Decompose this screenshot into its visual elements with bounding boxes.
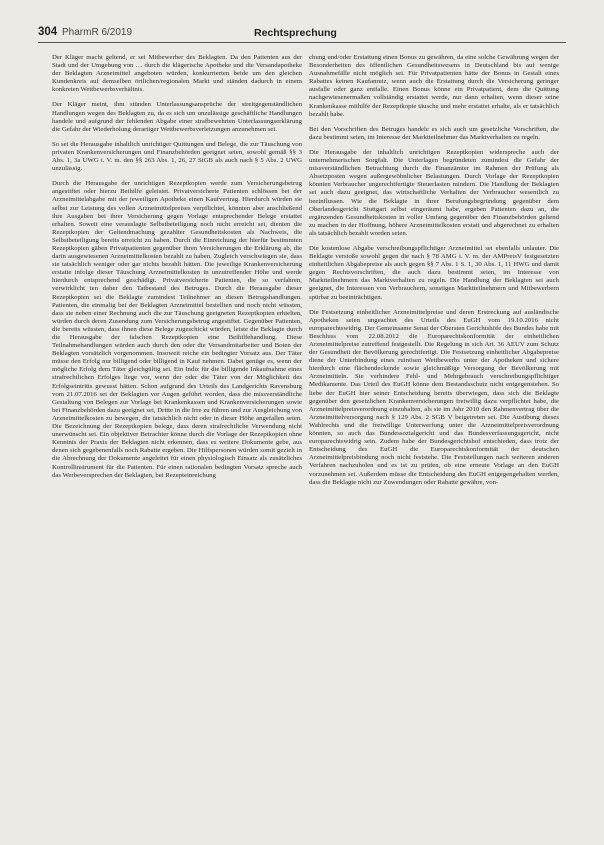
paragraph: chung und/oder Erstattung einen Bonus zu gewähren, da eine solche Gewährung wegen der Besonderheiten des öffentlichen Gesundheitswesens in Deutschland bis auf wenige Ausnahmefälle nicht möglich sei. Für Privatpatienten hätte der Bonus in Gestalt eines Rabattes keinen Kaufanreiz, wenn auch die Erstattung durch die Versicherung geringer ausfalle oder ganz entfalle. Einen Bonus könne ein Privatpatient, dem die Quittung nachgewiesenermaßen vollständig erstattet werde, nur dann erhalten, wenn dieser seine Krankenkasse mithilfe der Rezeptkopie täusche und mehr erstattet erhalte, als er tatsächlich bezahlt habe.: [309, 54, 559, 118]
page-number: 304: [38, 26, 58, 38]
header-rule: [38, 42, 566, 43]
paragraph: Die Herausgabe der inhaltlich unrichtigen Rezeptkopien widerspreche auch der unternehmerischen Sorgfalt. Die Unterlagen begründeten zumindest die Gefahr der missverständlichen Betrachtung durch die Finanzämter im Rahmen der Prüfung als Absetzposten wegen außergewöhnlicher Belastungen. Durch Vorlage der Rezeptkopien könnten Verbraucher ungerechtfertigte Steuerlasten mindern. Die Handlung der Beklagten sei auch dazu geeignet, das wirtschaftliche Verhalten der Verbraucher wesentlich zu beeinflussen. Wie die Beklagte in ihrer Berufungsbegründung gegenüber dem Oberlandesgericht Stuttgart selbst eingeräumt habe, ergeben Patienten dazu an, die ergänzenden Gesundheitskosten in voller Umfang gegenüber den Finanzbehörden geltend zu machen in der Hoffnung, höhere Arzneimittelkosten erstatt und abgerechnet zu erhalten als tatsächlich bezahlt worden seien.: [309, 148, 559, 237]
left-column: [52, 54, 302, 822]
paragraph: Der Kläger macht geltend, er sei Mitbewerber des Beklagten. Da den Patienten aus der Stadt und der Umgebung von … durch die klägerische Apotheke und die Versandapotheke der Beklagten Arzneimittel angeboten würden, konkurrierten beide um den gleichen Kundenkreis auf demselben örtlichen/regionalen Markt und ständen dadurch in einem konkreten Wettbewerbsverhältnis.: [52, 54, 302, 94]
section-title: Rechtsprechung: [254, 27, 337, 39]
paragraph: Durch die Herausgabe der unrichtigen Rezeptkopien werde zum Versicherungsbetrug angestiftet oder hierzu Beihilfe geleistet. Privatversicherte Patienten schlössen bei der Arzneimittelabgabe mit der jeweiligen Apotheke einen Kaufvertrag. Hierdurch würden sie selbst zur Leistung des vollen Arzneimittelpreises verpflichtet, könnten aber anschließend ihre Ausgaben bei ihrer Versicherung gegen Vorlage entsprechender Belege erstattet erhalten. Soweit eine verauslagte Selbstbeteiligung noch nicht erreicht sei, dienten die Rezeptkopien der Geltendmachung gezahlter Gesundheitskosten als Nachweis, die Selbstbeteiligung bereits erreicht zu haben. Durch die Einreichung der hierfür bestimmten Rezeptkopien gäben Privatpatienten gegenüber ihren Versicherungen die Erklärung ab, die darin ausgewiesenen Arzneimittelkosten bezahlt zu haben. Zugleich verschwiegen sie, dass sie tatsächlich weniger oder gar nichts bezahlt hätten. Die jeweilige Krankenversicherung erstatte infolge dieser Täuschung Arzneimittelkosten in unzutreffender Höhe und werde hierdurch entsprechend geschädigt. Privatversicherte Patienten, die so verfahren, verwirklicht ten daher den Tatbestand des Betruges. Durch die Herausgabe dieser Rezeptkopien sei die Beklagte zumindest Teilnehmer an diesen Betrugshandlungen. Patienten, die einmalig bei der Beklagten Arzneimittel bestellten und noch nicht wüssten, dass sie neben einer Rechnung auch die zur Täuschung geeigneten Rezeptkopien erhielten, würden durch deren Zusendung zum Versicherungsbetrug angestiftet. Gegenüber Patienten, die bereits wüssten, dass ihnen diese Belege zugeschickt würden, leiste die Beklagte durch die Herausgabe der falschen Rezeptkopien eine Beihilfehandlung. Diese Teilnahmehandlungen würden auch durch den oder die Versandmitarbeiter und Boten der Beklagten vorsätzlich vorgenommen. Insoweit reiche ein bedingter Vorsatz aus. Der Täter müsse den Erfolg nur billigend oder billigend in Kauf nehmen. Dabei genüge es, wenn der mögliche Erfolg dem Täter gleichgültig sei. Ein Indiz für die billigende Inkaufnahme eines strafrechtlichen Erfolges liege vor, wenn der oder die Täter von der Möglichkeit des Erfolgseintritts gewusst hätten. Schon aufgrund des Urteils des Landgerichts Ravensburg vom 21.07.2016 sei der Beklagten vor Augen geführt worden, dass die missverständliche Gestaltung von Belegen zur Vorlage bei Krankenkassen und Krankenversicherungen sowie bei Finanzbehörden dazu geeignet sei, Dritte in die Irre zu führen und zur Ausgleichung von Arzneimittelkosten zu bewegen, die tatsächlich nicht oder in dieser Höhe angefallen seien. Die Bezeichnung der Rezeptkopien belege, dass deren strafrechtliche Verwendung nicht unerwünscht sei. Ein objektiver Betrachter könne durch die Vorlage der Rezeptkopien ohne Kenntnis der Praxis der Beklagten nicht erkennen, dass es weitere Dokumente gebe, aus denen sich gegebenenfalls noch Rabatte ergeben. Die Hilfspersonen würden somit gezielt in die Abrechnung der Dokumente angeleitet für einen physiologisch Einsatz als zusätzliches Kontrollinstrument für die Patienten. Für einen rationalen bedingten Vorsatz spreche auch das Werbeversprechen der Beklagten, bei Rezepteinreichung: [52, 180, 302, 479]
paragraph: Bei den Vorschriften des Betruges handele es sich auch um gesetzliche Vorschriften, die dazu bestimmt seien, im Interesse der Marktteilnehmer das Marktverhalten zu regeln.: [309, 125, 559, 141]
journal-name: PharmR 6/2019: [62, 27, 133, 38]
paragraph: Der Kläger meint, ihm stünden Unterlassungsansprüche der streitgegenständlichen Handlungen wegen des Beklagten zu, da es sich um unzulässige geschäftliche Handlungen handele und aufgrund der fehlenden Abgabe einer strafbewehrten Unterlassungserklärung die Gefahr der Wiederholung derartiger Wettbewerbsverletzungen anzunehmen sei.: [52, 101, 302, 133]
paragraph: Die Festsetzung einheitlicher Arzneimittelpreise und deren Erstreckung auf ausländische Apotheken seien ungeachtet des Urteils des EuGH vom 19.10.2016 nicht europarechtswidrig. Der Gemeinsame Senat der Obersten Gerichtshöfe des Bundes habe mit Beschluss vom 22.08.2012 die Europarechtskonformität der einheitlichen Arzneimittelpreise zutreffend festgestellt. Die Regelung in sich Art. 36 AEUV zum Schutz der Gesundheit der Bevölkerung gerechtfertigt. Die Festsetzung einheitlicher Abgabepreise diene der Unterbindung eines ruinösen Wettbewerbs unter der Apotheken und sichere hierdurch eine flächendeckende sowie gleichmäßige Versorgung der Bevölkerung mit Arzneimitteln. Sie verhindere Fehl- und Mehrgebrauch verschreibungspflichtiger Medikamente. Das Urteil des EuGH könne dem Bestandsschutz nicht entgegenstehen. So liebe der EuGH hier seiner Entscheidung bereits überwiegen, dass sich die Beklagte gegenüber den gesetzlichen Krankenversicherungen freiwillig dazu verpflichtet habe, die Arzneimittelpreisverordnung einzuhalten, als sie im Jahr 2010 den Rahmenvertrag über die Arzneimittelversorgung nach § 129 Abs. 2 SGB V beigetreten sei. Die Ausübung dieses Wahlrechts und die freiwillige Unterwerfung unter die Arzneimittelpreisverordnung könnten, so auch das Bundessozialgericht und das Bundesverfassungsgericht, nicht europarechtswidrig sein. Zudem habe der Bundesgerichtshof entschieden, dass trotz der Entscheidung des EuGH die Europarechtskonformität der deutschen Arzneimittelpreisbindung noch nicht feststehe. Die Feststellungen nach weiteren anderen Verfahren nachzuholen und es ist zu prüfen, ob eine erneute Vorlage an den EuGH vorzunehmen sei. Außerdem müsse die Entscheidung des EuGH entgegengehalten werden, dass die Beklagte nicht zur Zuwendungen oder Rabatte gewähre, von-: [309, 308, 559, 486]
right-column: [309, 54, 559, 822]
paragraph: So sei die Herausgabe inhaltlich unrichtiger Quittungen und Belege, die zur Täuschung von privaten Krankenversicherungen und Finanzbehörden geeignet seien, sowohl gemäß §§ 3 Abs. 1, 3a UWG i. V. m. den §§ 263 Abs. 1, 26, 27 StGB als auch nach § 5 Abs. 2 UWG unzulässig.: [52, 140, 302, 173]
paragraph: Die kostenlose Abgabe verschreibungspflichtiger Arzneimittel sei ebenfalls unlauter. Die Beklagte verstoße sowohl gegen die nach § 78 AMG i. V. m. der AMPreisV festgesetzten einheitlichen Abgabepreise als auch gegen §§ 7 Abs. 1 S. 1, 30 Abs. 1, 11 HWG und damit gegen Rechtsvorschriften, die auch dazu bestimmt seien, im Interesse von Marktteilnehmern das Marktverhalten zu regeln. Die Handlung der Beklagten sei auch geeignet, die Interessen von Verbrauchern, sonstigen Marktteilnehmern und Mitbewerbern spürbar zu beeinträchtigen.: [309, 244, 559, 301]
